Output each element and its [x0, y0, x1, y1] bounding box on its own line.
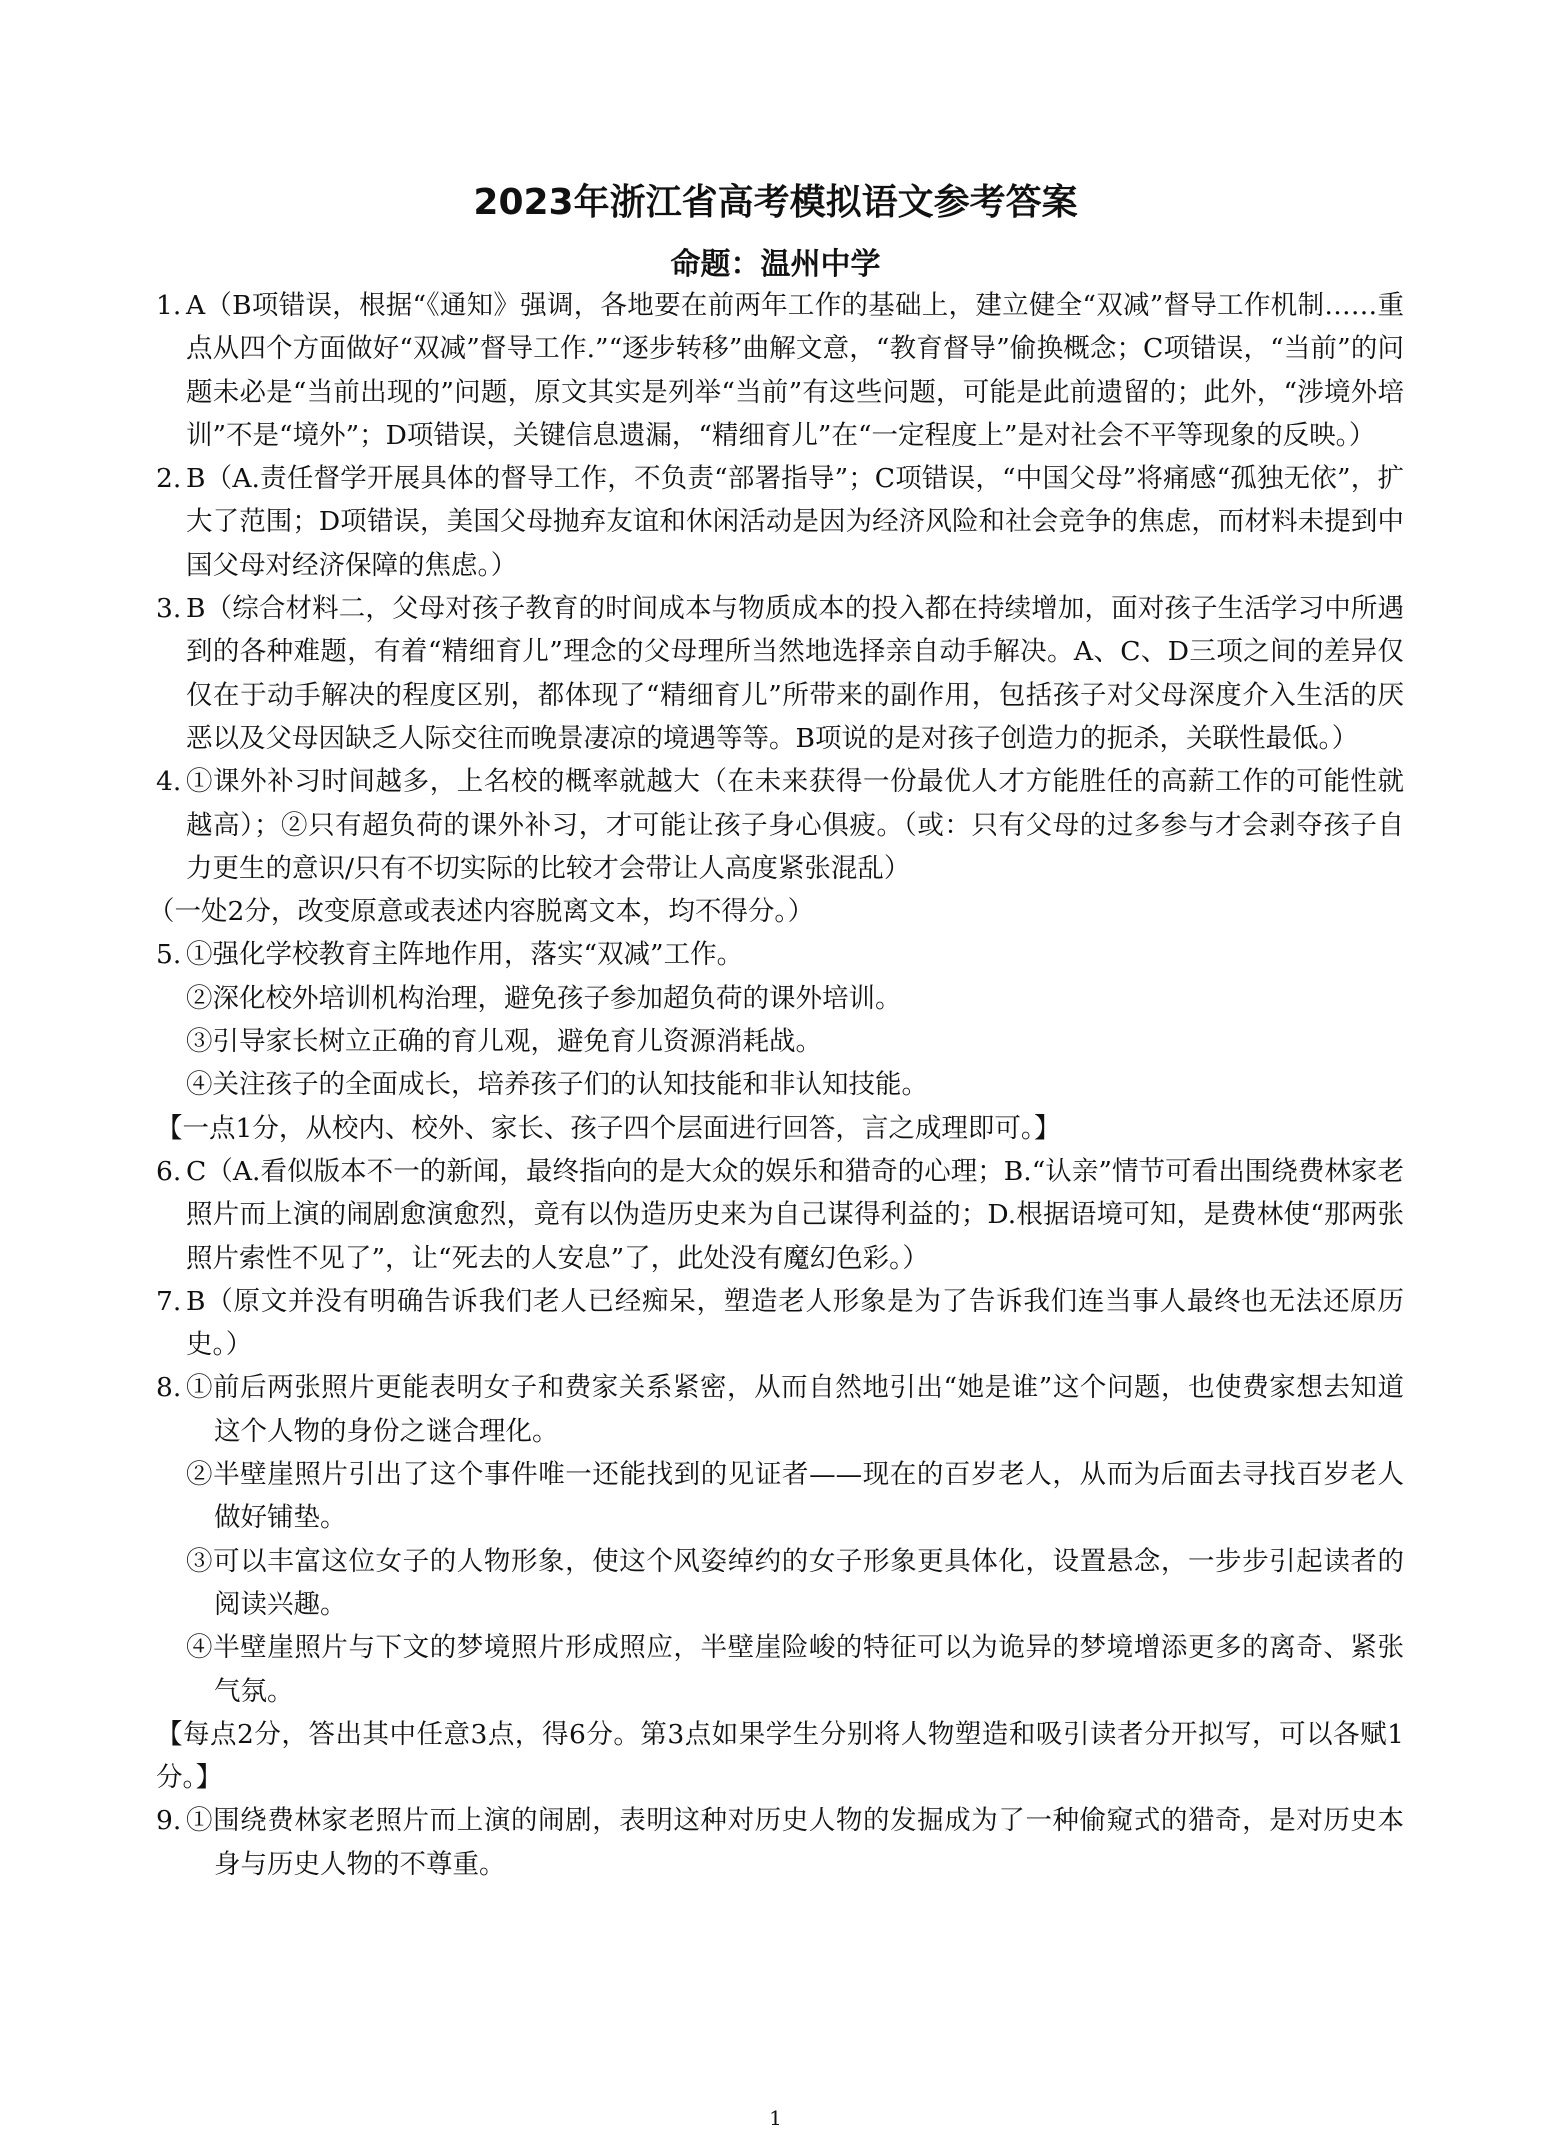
answer-number: 4. [156, 766, 182, 798]
answer-number: 1. [156, 290, 182, 321]
answer-point: ②深化校外培训机构治理，避免孩子参加超负荷的课外培训。 [186, 982, 902, 1014]
answer-number: 5. [156, 939, 182, 971]
answer-4 [156, 760, 1404, 890]
scoring-note: （一处2分，改变原意或表述内容脱离文本，均不得分。） [148, 896, 815, 928]
answer-9 [156, 1799, 1404, 1886]
answer-point: ④关注孩子的全面成长，培养孩子们的认知技能和非认知技能。 [186, 1069, 928, 1101]
page-number: 1 [769, 2106, 782, 2130]
answer-8 [156, 1366, 1404, 1712]
scoring-note: 【一点1分，从校内、校外、家长、孩子四个层面进行回答，言之成理即可。】 [156, 1112, 1061, 1144]
answer-list [148, 284, 1404, 1886]
answer-point: ③可以丰富这位女子的人物形象，使这个风姿绰约的女子形象更具体化，设置悬念，一步步引起读者的阅读兴趣。 [186, 1545, 1404, 1620]
answer-text: B（原文并没有明确告诉我们老人已经痴呆，塑造老人形象是为了告诉我们连当事人最终也无法还原历史。） [186, 1285, 1404, 1361]
answer-5 [156, 933, 1404, 1106]
document-title: 2023年浙江省高考模拟语文参考答案 [473, 182, 1078, 223]
answer-6 [156, 1150, 1404, 1280]
answer-number: 3. [156, 593, 182, 625]
answer-points [186, 1366, 1404, 1712]
answer-number: 8. [156, 1372, 182, 1404]
answer-point: ①围绕费林家老照片而上演的闹剧，表明这种对历史人物的发掘成为了一种偷窥式的猎奇，是对历史本身与历史人物的不尊重。 [186, 1805, 1404, 1880]
answer-number: 7. [156, 1285, 182, 1317]
answer-text: C（A.看似版本不一的新闻，最终指向的是大众的娱乐和猎奇的心理；B.“认亲”情节可看出围绕费林家老照片而上演的闹剧愈演愈烈，竟有以伪造历史来为自己谋得利益的；D.根据语境可知，是费林使“那两张照片索性不见了”，让“死去的人安息”了，此处没有魔幻色彩。） [186, 1155, 1404, 1274]
answer-point: ①前后两张照片更能表明女子和费家关系紧密，从而自然地引出“她是谁”这个问题，也使费家想去知道这个人物的身份之谜合理化。 [186, 1372, 1404, 1447]
answer-2 [156, 457, 1404, 587]
answer-points [186, 1799, 1404, 1886]
answer-text: A（B项错误，根据“《通知》强调，各地要在前两年工作的基础上，建立健全“双减”督导工作机制……重点从四个方面做好“双减”督导工作.”“逐步转移”曲解文意，“教育督导”偷换概念；C项错误，“当前”的问题未必是“当前出现的”问题，原文其实是列举“当前”有这些问题，可能是此前遗留的；此外，“涉境外培训”不是“境外”；D项错误，关键信息遗漏，“精细育儿”在“一定程度上”是对社会不平等现象的反映。） [186, 290, 1404, 451]
answer-text: ①课外补习时间越多，上名校的概率就越大（在未来获得一份最优人才方能胜任的高薪工作的可能性就越高）；②只有超负荷的课外补习，才可能让孩子身心俱疲。（或：只有父母的过多参与才会剥夺孩子自力更生的意识/只有不切实际的比较才会带让人高度紧张混乱） [186, 766, 1404, 884]
answer-points [186, 933, 1404, 1106]
answer-point: ①强化学校教育主阵地作用，落实“双减”工作。 [186, 939, 744, 971]
answer-point: ④半壁崖照片与下文的梦境照片形成照应，半壁崖险峻的特征可以为诡异的梦境增添更多的离奇、紧张气氛。 [186, 1632, 1404, 1707]
answer-point: ②半壁崖照片引出了这个事件唯一还能找到的见证者——现在的百岁老人，从而为后面去寻找百岁老人做好铺垫。 [186, 1459, 1404, 1534]
answer-number: 9. [156, 1805, 182, 1837]
answer-text: B（综合材料二，父母对孩子教育的时间成本与物质成本的投入都在持续增加，面对孩子生活学习中所遇到的各种难题，有着“精细育儿”理念的父母理所当然地选择亲自动手解决。A、C、D三项之间的差异仅仅在于动手解决的程度区别，都体现了“精细育儿”所带来的副作用，包括孩子对父母深度介入生活的厌恶以及父母因缺乏人际交往而晚景凄凉的境遇等等。B项说的是对孩子创造力的扼杀，关联性最低。） [186, 593, 1404, 754]
answer-1 [156, 284, 1404, 457]
answer-point: ③引导家长树立正确的育儿观，避免育儿资源消耗战。 [186, 1026, 822, 1058]
answer-number: 6. [156, 1155, 182, 1187]
answer-number: 2. [156, 463, 182, 495]
answer-text: B（A.责任督学开展具体的督导工作，不负责“部署指导”；C项错误，“中国父母”将痛感“孤独无依”，扩大了范围；D项错误，美国父母抛弃友谊和休闲活动是因为经济风险和社会竞争的焦虑，而材料未提到中国父母对经济保障的焦虑。） [186, 463, 1404, 581]
document-subtitle: 命题：温州中学 [670, 247, 881, 282]
answer-7 [156, 1280, 1404, 1367]
scoring-note: 【每点2分，答出其中任意3点，得6分。第3点如果学生分别将人物塑造和吸引读者分开拟写，可以各赋1分。】 [156, 1718, 1404, 1794]
answer-3 [156, 587, 1404, 760]
